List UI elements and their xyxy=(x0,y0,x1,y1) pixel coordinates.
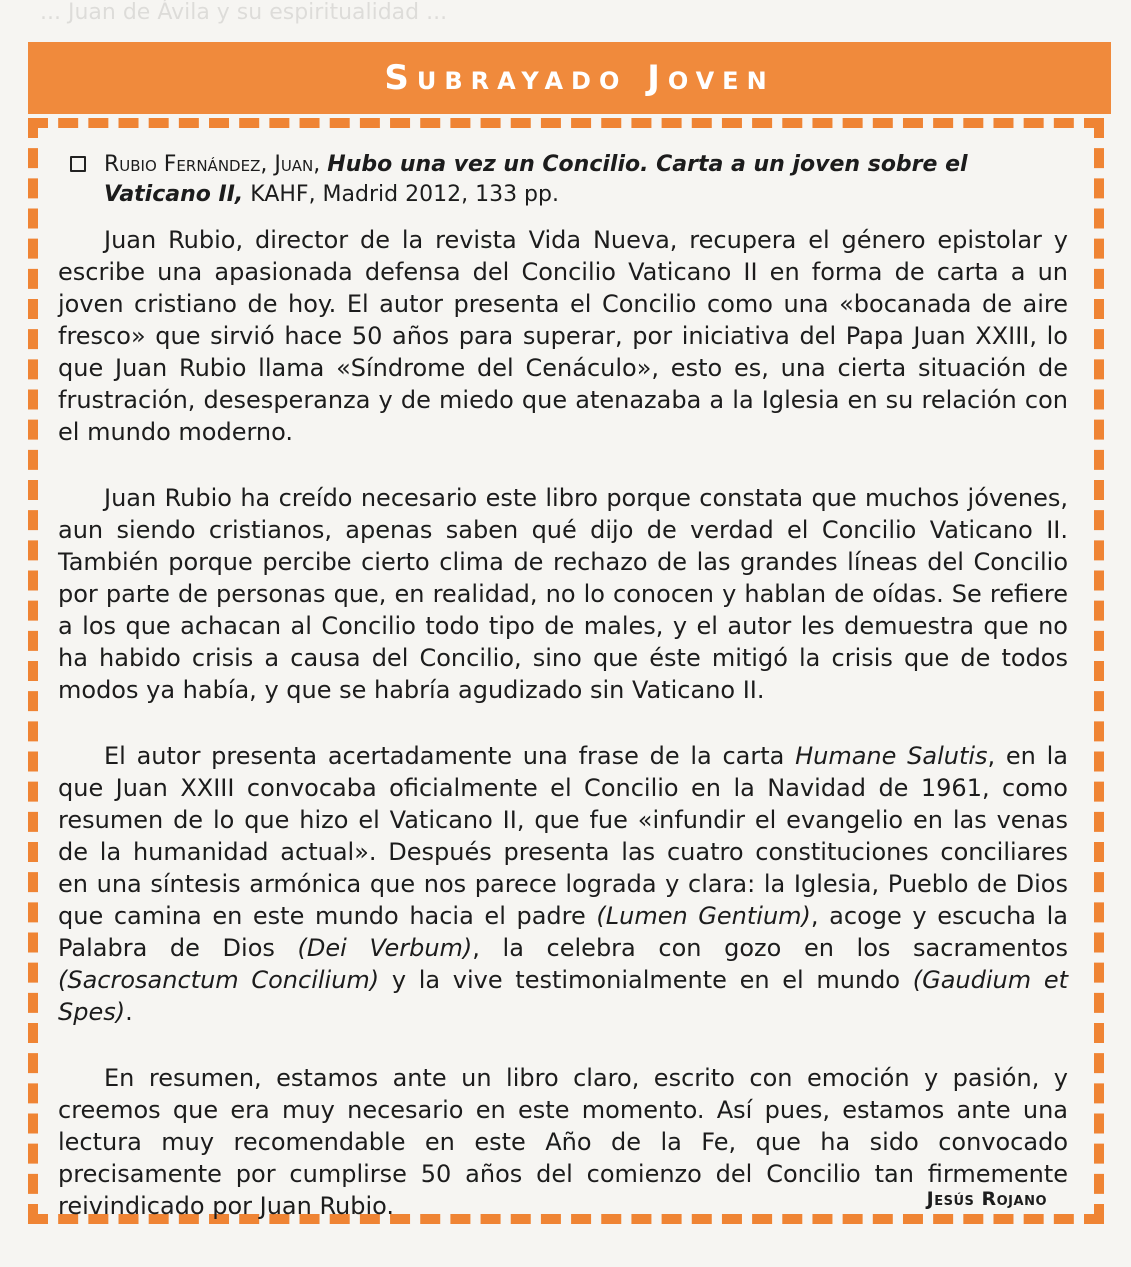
work-title-gaudium-et-spes: (Gaudium et Spes) xyxy=(58,966,1068,1026)
paragraph-3-text: , en la que Juan XXIII convocaba oficialmente el Concilio en la Navidad de 1961, como resumen de lo que hizo el Vaticano II, que fue «infundir el evangelio en las venas de la humanidad actual». Después presenta las cuatro constituciones conciliares en una síntesis armónica que nos parece lograda y clara: la Iglesia, Pueblo de Dios que camina en este mundo hacia el padre xyxy=(58,742,1068,930)
reference-text xyxy=(104,150,1068,210)
work-title-humane-salutis: Humane Salutis xyxy=(795,742,988,770)
paragraph-4: En resumen, estamos ante un libro claro, escrito con emoción y pasión, y creemos que era muy necesario en este momento. Así pues, estamos ante una lectura muy recomendable en este Año de la Fe, que ha sido convocado precisamente por cumplirse 50 años del comienzo del Concilio tan firmemente reivindicado por Juan Rubio. xyxy=(58,1064,1068,1220)
paragraph-3-text: , acoge y escucha la Palabra de Dios xyxy=(58,902,1068,962)
review-signature: Jesús Rojano xyxy=(926,1188,1047,1210)
reference-publisher: KAHF, Madrid 2012, 133 pp. xyxy=(250,182,559,207)
paragraph-3-text: y la vive testimonialmente en el mundo xyxy=(379,966,913,994)
paragraph-3-text: El autor presenta acertadamente una frase de la carta xyxy=(104,742,796,770)
section-title: Subrayado Joven xyxy=(384,58,775,98)
work-title-dei-verbum: (Dei Verbum) xyxy=(297,934,473,962)
paragraph-3 xyxy=(58,740,1068,1028)
paragraph-3-text: . xyxy=(125,998,133,1026)
work-title-sacrosanctum-concilium: (Sacrosanctum Concilium) xyxy=(58,966,380,994)
paragraph-3-text: , la celebra con gozo en los sacramentos xyxy=(472,934,1068,962)
review-content xyxy=(58,150,1068,1256)
reference-title: Hubo una vez un Concilio. Carta a un joven sobre el Vaticano II, xyxy=(104,152,968,207)
checkbox-icon xyxy=(70,156,86,172)
book-reference xyxy=(58,150,1068,210)
paragraph-2: Juan Rubio ha creído necesario este libro porque constata que muchos jóvenes, aun siendo cristianos, apenas saben qué dijo de verdad el Concilio Vaticano II. También porque percibe cierto clima de rechazo de las grandes líneas del Concilio por parte de personas que, en realidad, no lo conocen y hablan de oídas. Se refiere a los que achacan al Concilio todo tipo de males, y el autor les demuestra que no ha habido crisis a causa del Concilio, sino que éste mitigó la crisis que de todos modos ya había, y que se habría agudizado sin Vaticano II. xyxy=(58,484,1068,704)
paragraph-1: Juan Rubio, director de la revista Vida Nueva, recupera el género epistolar y escribe una apasionada defensa del Concilio Vaticano II en forma de carta a un joven cristiano de hoy. El autor presenta el Concilio como una «bocanada de aire fresco» que sirvió hace 50 años para superar, por iniciativa del Papa Juan XXIII, lo que Juan Rubio llama «Síndrome del Cenáculo», esto es, una cierta situación de frustración, desesperanza y de miedo que atenazaba a la Iglesia en su relación con el mundo moderno. xyxy=(58,226,1068,446)
bleed-through-text: ... Juan de Ávila y su espiritualidad ... xyxy=(40,0,448,25)
section-banner xyxy=(28,42,1111,114)
reference-author: Rubio Fernández, Juan, xyxy=(104,152,321,177)
work-title-lumen-gentium: (Lumen Gentium) xyxy=(596,902,811,930)
